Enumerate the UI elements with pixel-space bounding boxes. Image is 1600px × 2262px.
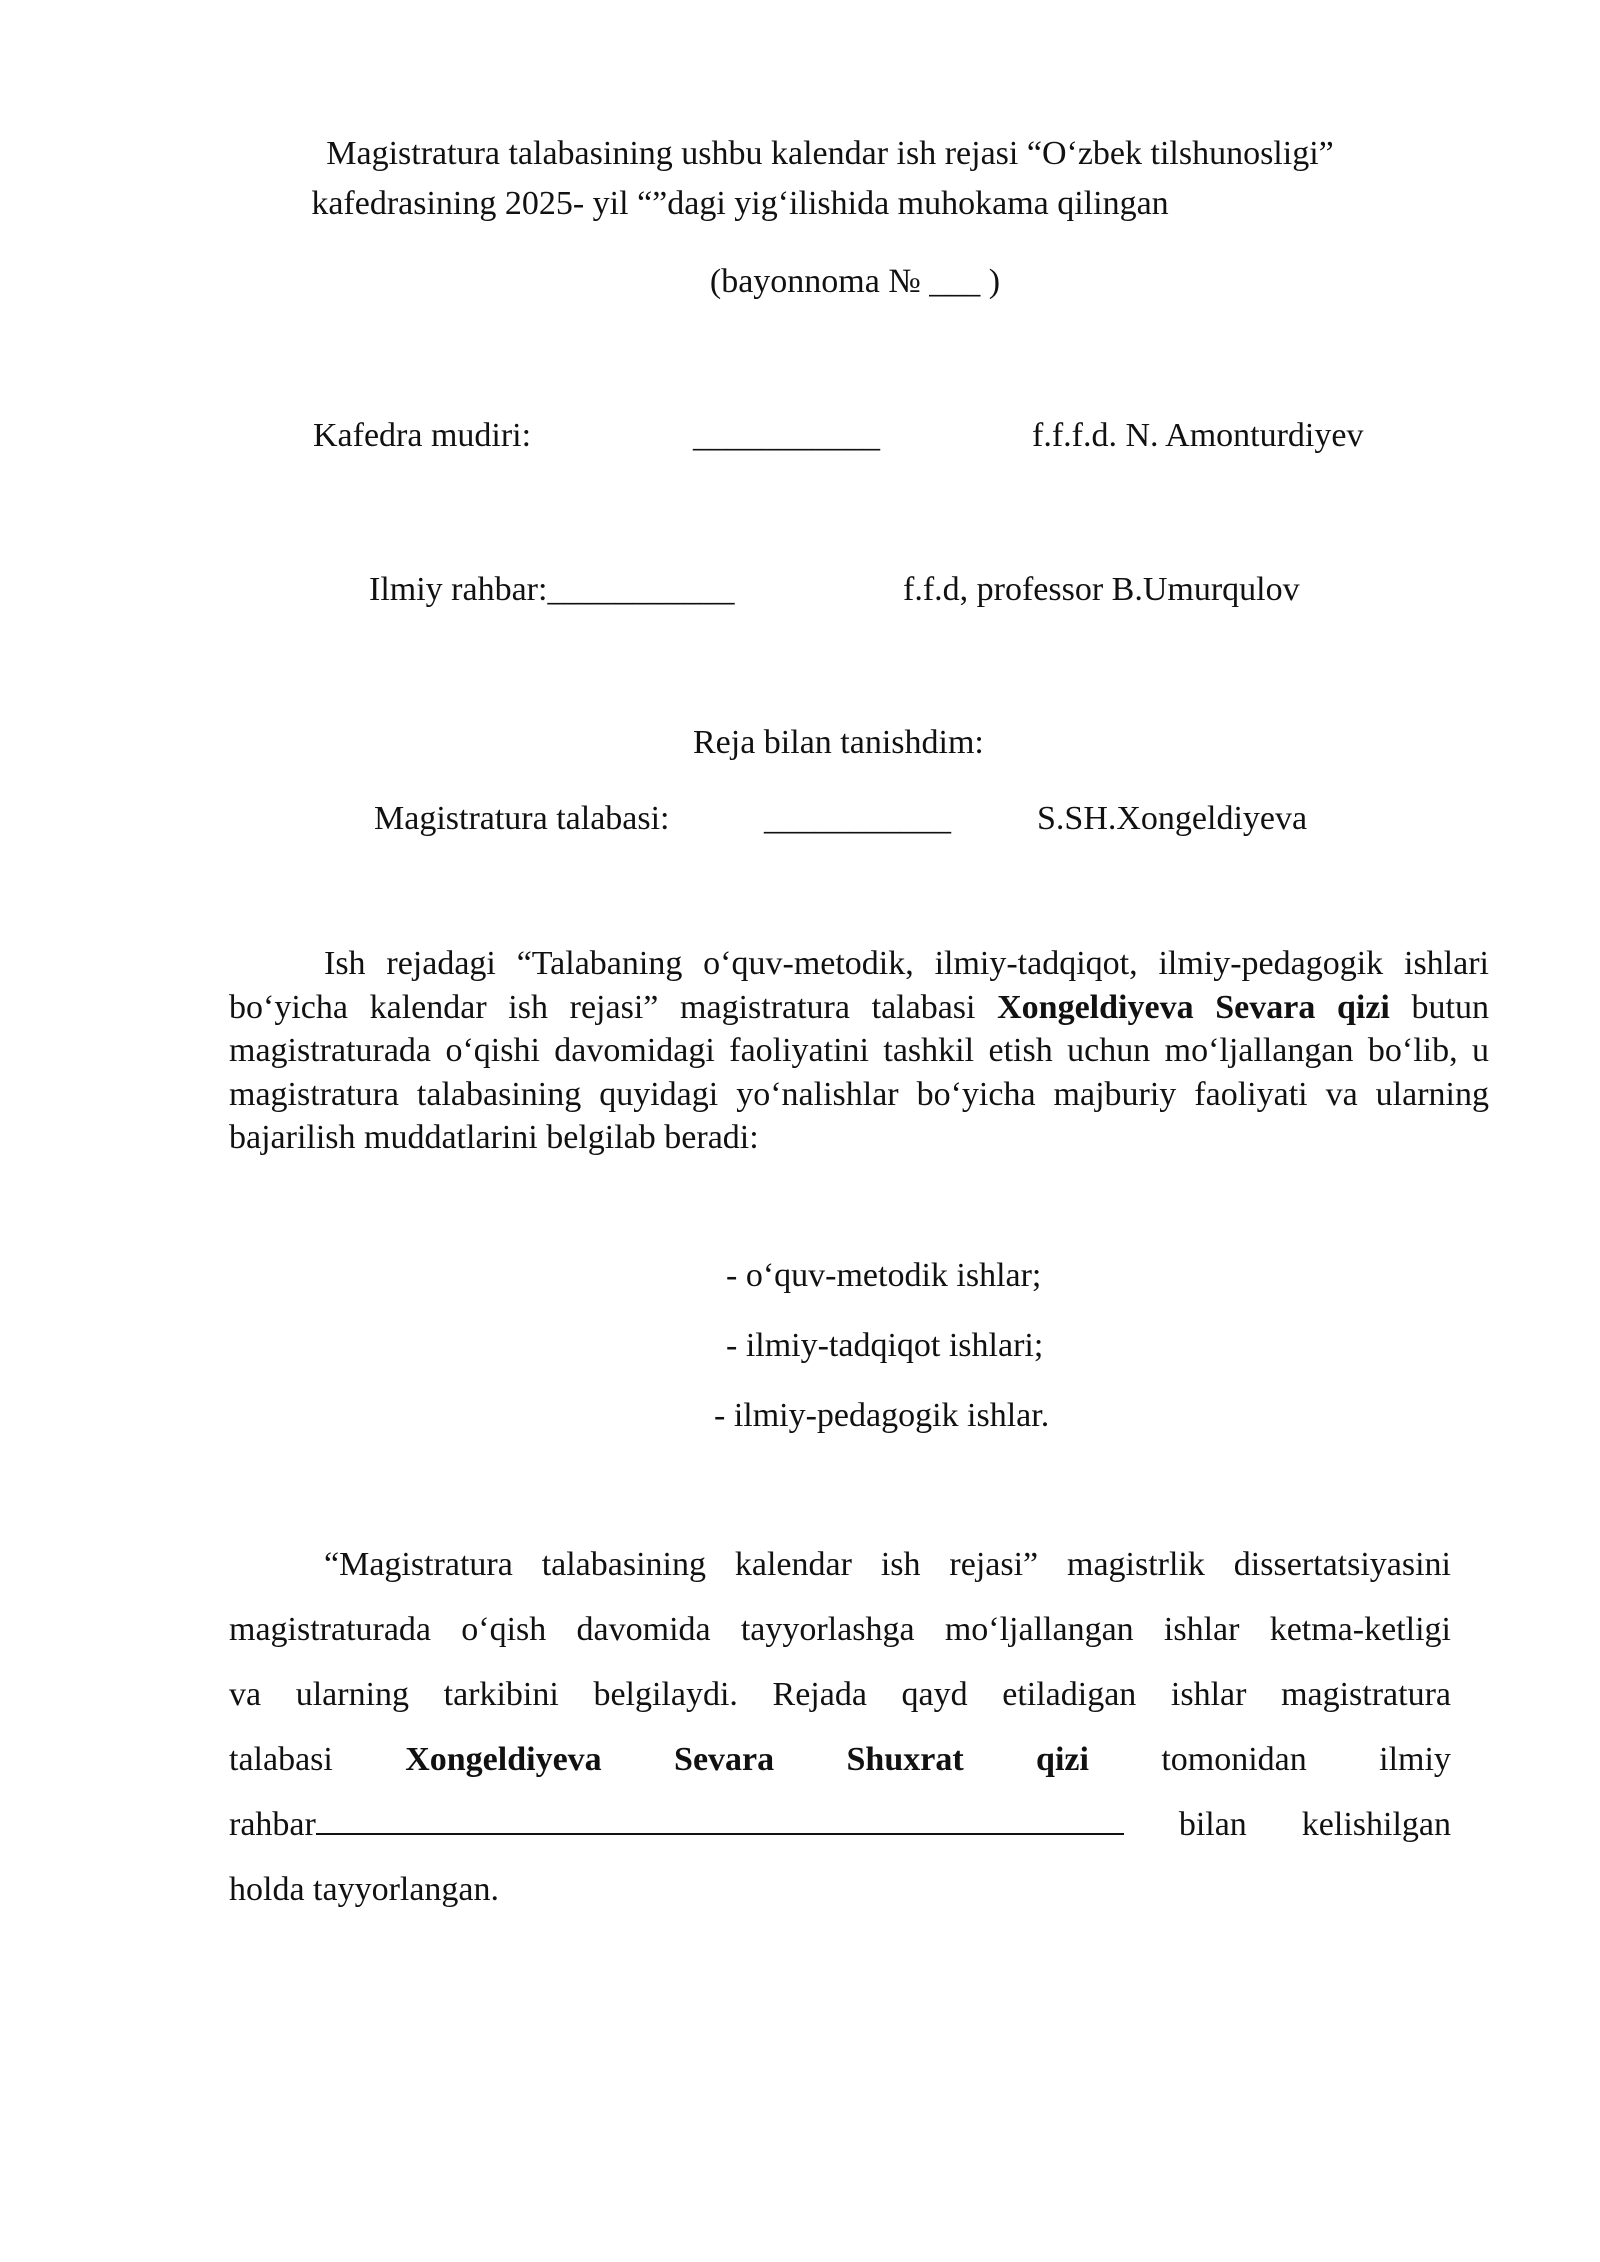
word: qayd bbox=[901, 1676, 968, 1713]
list-item: - ilmiy-tadqiqot ishlari; bbox=[726, 1327, 1044, 1364]
word: dissertatsiyasini bbox=[1233, 1546, 1451, 1583]
word: rahbar bbox=[229, 1806, 316, 1843]
word: Rejada bbox=[772, 1676, 867, 1713]
word: etiladigan bbox=[1002, 1676, 1137, 1713]
header-line-1: Magistratura talabasining ushbu kalendar ish rejasi “O‘zbek tilshunosligi” bbox=[326, 135, 1334, 172]
word: ketma-ketligi bbox=[1269, 1611, 1451, 1648]
paragraph2-row bbox=[229, 1727, 1451, 1792]
word: ilmiy bbox=[1379, 1741, 1451, 1778]
paragraph2-row bbox=[229, 1597, 1451, 1662]
student-label: Magistratura talabasi: bbox=[374, 800, 670, 837]
paragraph1-text-end: butun magistraturada o‘qishi davomidagi faoliyatini tashkil etish uchun mo‘ljallangan bo‘lib, u magistratura talabasining quyidagi yo‘nalishlar bo‘yicha majburiy faoliyati va ularning bajarilish muddatlarini belgilab beradi: bbox=[229, 988, 1489, 1156]
word: tarkibini bbox=[443, 1676, 559, 1713]
bold-name-word: Shuxrat bbox=[846, 1741, 964, 1778]
word: rejasi” bbox=[949, 1546, 1039, 1583]
list-item: - ilmiy-pedagogik ishlar. bbox=[714, 1397, 1050, 1434]
word: ish bbox=[880, 1546, 921, 1583]
word: tayyorlashga bbox=[740, 1611, 915, 1648]
word: kalendar bbox=[734, 1546, 852, 1583]
word: va bbox=[229, 1676, 262, 1713]
word: magistraturada bbox=[229, 1611, 432, 1648]
advisor-name: f.f.d, professor B.Umurqulov bbox=[903, 571, 1300, 608]
word: magistrlik bbox=[1067, 1546, 1205, 1583]
word: ularning bbox=[295, 1676, 410, 1713]
bold-name-word: Xongeldiyeva bbox=[405, 1741, 602, 1778]
word: talabasi bbox=[229, 1741, 333, 1778]
protocol-number: (bayonnoma № ___ ) bbox=[709, 263, 1001, 300]
word: mo‘ljallangan bbox=[944, 1611, 1134, 1648]
paragraph2-row bbox=[229, 1532, 1451, 1597]
word: “Magistratura bbox=[324, 1546, 513, 1583]
head-of-department-label: Kafedra mudiri: bbox=[313, 417, 532, 454]
advisor-label-text: Ilmiy rahbar: bbox=[369, 571, 548, 608]
word: ishlar bbox=[1170, 1676, 1247, 1713]
acknowledgement-title: Reja bilan tanishdim: bbox=[693, 724, 984, 761]
rahbar-with-line bbox=[229, 1792, 1124, 1857]
word: holda tayyorlangan. bbox=[229, 1871, 500, 1908]
bold-name-word: qizi bbox=[1036, 1741, 1089, 1778]
paragraph2-row bbox=[229, 1662, 1451, 1727]
word: belgilaydi. bbox=[593, 1676, 738, 1713]
advisor-label bbox=[369, 570, 734, 610]
paragraph1-text-start: Ish rejadagi “Talabaning o‘quv-metodik, ilmiy-tadqiqot, ilmiy-pedagogik ishlari bo‘yicha kalendar ish rejasi” magistratura talabasi bbox=[229, 945, 1489, 1026]
head-signature-blank: ___________ bbox=[693, 417, 880, 454]
word: tomonidan bbox=[1161, 1741, 1307, 1778]
paragraph2-row bbox=[229, 1792, 1451, 1857]
header-line-2: kafedrasining 2025- yil “”dagi yig‘ilishida muhokama qilingan bbox=[311, 185, 1169, 222]
bold-name-word: Sevara bbox=[674, 1741, 775, 1778]
word: o‘qish bbox=[461, 1611, 547, 1648]
head-of-department-name: f.f.f.d. N. Amonturdiyev bbox=[1032, 417, 1364, 454]
paragraph2-row bbox=[229, 1857, 1451, 1922]
student-signature-blank: ___________ bbox=[764, 800, 951, 837]
paragraph-plan-purpose bbox=[229, 1532, 1451, 1922]
advisor-name-blank-line bbox=[316, 1801, 1124, 1835]
advisor-signature-blank: ___________ bbox=[547, 571, 735, 608]
paragraph-plan-description bbox=[229, 942, 1489, 1160]
word: ishlar bbox=[1163, 1611, 1240, 1648]
word: davomida bbox=[576, 1611, 711, 1648]
word: bilan bbox=[1178, 1806, 1247, 1843]
word: magistratura bbox=[1281, 1676, 1451, 1713]
list-item: - o‘quv-metodik ishlar; bbox=[726, 1257, 1042, 1294]
student-name: S.SH.Xongeldiyeva bbox=[1037, 800, 1308, 837]
word: talabasining bbox=[541, 1546, 706, 1583]
word: kelishilgan bbox=[1301, 1806, 1451, 1843]
student-full-name-bold: Xongeldiyeva Sevara qizi bbox=[997, 988, 1390, 1026]
